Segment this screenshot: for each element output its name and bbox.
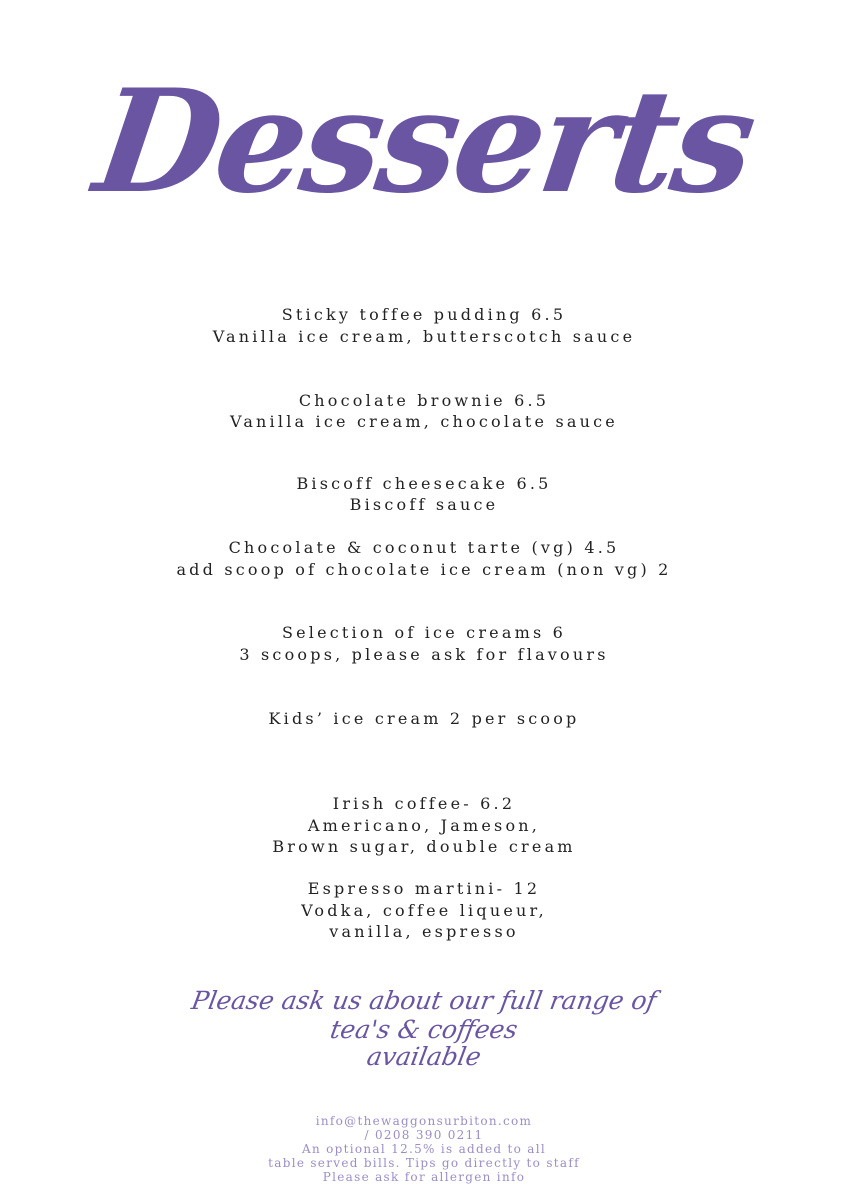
drink-item-description: Brown sugar, double cream bbox=[272, 837, 576, 856]
drink-item-description: Vodka, coffee liqueur, bbox=[301, 901, 547, 920]
menu-item-description: Vanilla ice cream, chocolate sauce bbox=[230, 412, 618, 431]
contact-phone: / 0208 390 0211 bbox=[364, 1128, 484, 1142]
menu-item-description: Vanilla ice cream, butterscotch sauce bbox=[212, 327, 636, 346]
menu-item-name: Chocolate & coconut tarte (vg) 4.5 bbox=[228, 538, 620, 557]
menu-item-name: Sticky toffee pudding 6.5 bbox=[281, 305, 567, 324]
menu-item-name: Selection of ice creams 6 bbox=[281, 623, 567, 642]
drink-item-name: Espresso martini- 12 bbox=[307, 879, 541, 898]
page-title: Desserts bbox=[86, 59, 762, 225]
menu-item-description: add scoop of chocolate ice cream (non vg) 2 bbox=[176, 560, 672, 579]
menu-item-name: Kids’ ice cream 2 per scoop bbox=[268, 709, 580, 728]
menu-item-description: 3 scoops, please ask for flavours bbox=[239, 645, 609, 664]
drink-item-description: Americano, Jameson, bbox=[307, 816, 541, 835]
service-charge-note: table served bills. Tips go directly to staff bbox=[268, 1156, 580, 1170]
menu-item-name: Biscoff cheesecake 6.5 bbox=[296, 474, 552, 493]
menu-item-name: Chocolate brownie 6.5 bbox=[298, 391, 550, 410]
drink-item-name: Irish coffee- 6.2 bbox=[332, 794, 516, 813]
coffee-note: tea's & coffees bbox=[328, 1015, 520, 1044]
coffee-note: Please ask us about our full range of bbox=[189, 986, 659, 1015]
service-charge-note: An optional 12.5% is added to all bbox=[302, 1142, 546, 1156]
allergen-note: Please ask for allergen info bbox=[322, 1170, 526, 1184]
drink-item-description: vanilla, espresso bbox=[329, 922, 519, 941]
menu-item-description: Biscoff sauce bbox=[349, 495, 499, 514]
contact-email: info@thewaggonsurbiton.com bbox=[315, 1114, 533, 1128]
coffee-note: available bbox=[364, 1042, 484, 1071]
